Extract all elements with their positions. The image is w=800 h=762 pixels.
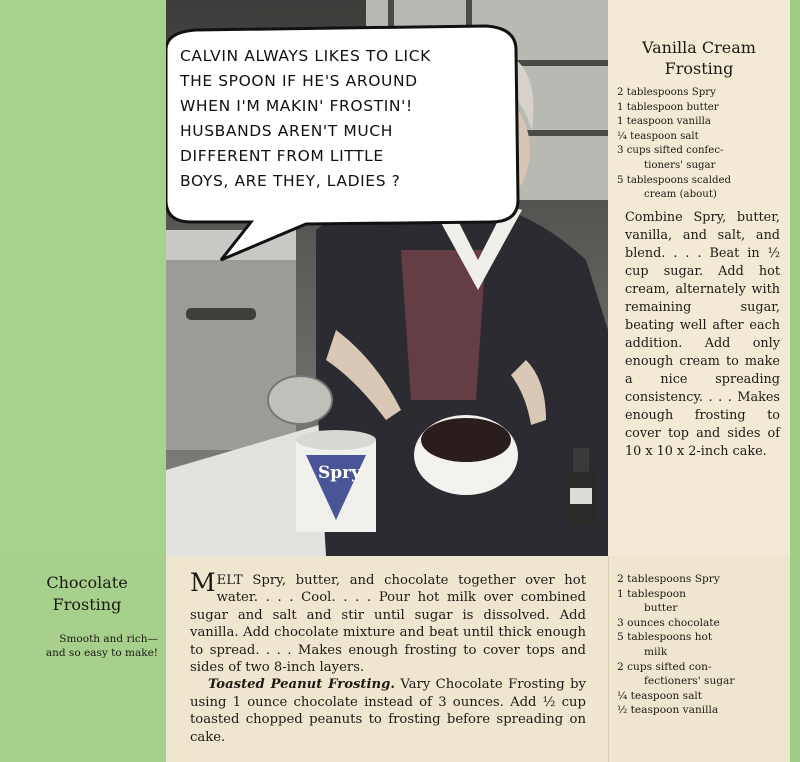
ingredient-line: tioners' sugar [644,159,716,171]
drop-cap: M [190,568,216,597]
variation-text: Vary Chocolate Frosting by using 1 ounce chocolate instead of 3 ounces. Add ½ cup toasted chopped peanuts to frosting before spreading on cake. [190,677,587,745]
ingredient-line: cream (about) [644,189,717,201]
chocolate-subtitle-line: and so easy to make! [45,647,158,659]
chocolate-directions-text: ELT Spry, butter, and chocolate together over hot water. . . . Cool. . . . Pour hot milk over combined sugar and salt and stir until sugar is dissolved. Add vanilla. Add chocolate mixture and beat until thick enough to spread. . . . Makes enough frosting to cover tops and sides of two 8-inch layers. [190,573,586,676]
bubble-line: DIFFERENT FROM LITTLE [180,147,384,165]
ingredient-line: 2 cups sifted con- [617,660,712,673]
ingredient-line: milk [644,645,668,658]
ingredient-line: fectioners' sugar [644,675,735,688]
variation-title: Toasted Peanut Frosting. [208,677,395,693]
chocolate-subtitle-line: Smooth and rich— [59,633,158,645]
vanilla-ingredients [617,86,787,203]
vanilla-title-line: Vanilla Cream [642,38,756,57]
chocolate-ingredients [617,572,787,718]
variation-paragraph [190,676,586,746]
chocolate-title [22,572,152,616]
column-divider [608,556,609,762]
ingredient-line: 2 tablespoons Spry [617,573,720,585]
ingredient-line: ¼ teaspoon salt [617,689,703,702]
ingredient-line: 5 tablespoons scalded [617,174,732,186]
ingredient-line: 1 teaspoon vanilla [617,116,711,128]
can-lid [268,376,332,424]
vanilla-recipe [608,0,790,556]
ingredient-line: 3 cups sifted confec- [617,145,724,157]
ingredient-line: 2 tablespoons Spry [617,87,716,98]
green-right-edge [790,0,800,762]
bubble-line: WHEN I'M MAKIN' FROSTIN'! [180,97,413,115]
chocolate-subtitle [18,632,158,660]
vanilla-directions: Combine Spry, butter, vanilla, and salt, and blend. . . . Beat in ½ cup sugar. Add hot cream, alternately with remaining sugar, beating well after each addition. Add only enough cream to make a nice spreading consistency. . . . Makes enough frosting to cover top and sides of 10 x 10 x 2-inch cake. [625,210,780,459]
ingredient-line: butter [644,602,678,615]
chocolate-title-line: Chocolate [46,573,128,592]
ingredient-line: 3 ounces chocolate [617,616,720,629]
ingredient-line: 1 tablespoon butter [617,101,719,113]
vanilla-title [608,37,790,79]
bubble-line: THE SPOON IF HE'S AROUND [180,72,418,90]
chocolate-directions [190,568,587,746]
bubble-line: BOYS, ARE THEY, LADIES ? [180,172,401,190]
spry-logo: Spry [318,463,361,483]
ingredient-line: 1 tablespoon [617,587,686,600]
ingredient-line: ¼ teaspoon salt [617,130,699,142]
vanilla-title-line: Frosting [664,59,734,78]
chocolate-title-line: Frosting [52,595,122,614]
ingredient-line: ½ teaspoon vanilla [617,704,719,717]
speech-bubble-text [180,44,470,194]
kitchen-photo [166,0,608,556]
bubble-line: HUSBANDS AREN'T MUCH [180,122,393,140]
bubble-line: CALVIN ALWAYS LIKES TO LICK [180,47,431,65]
ingredient-line: 5 tablespoons hot [617,631,713,644]
